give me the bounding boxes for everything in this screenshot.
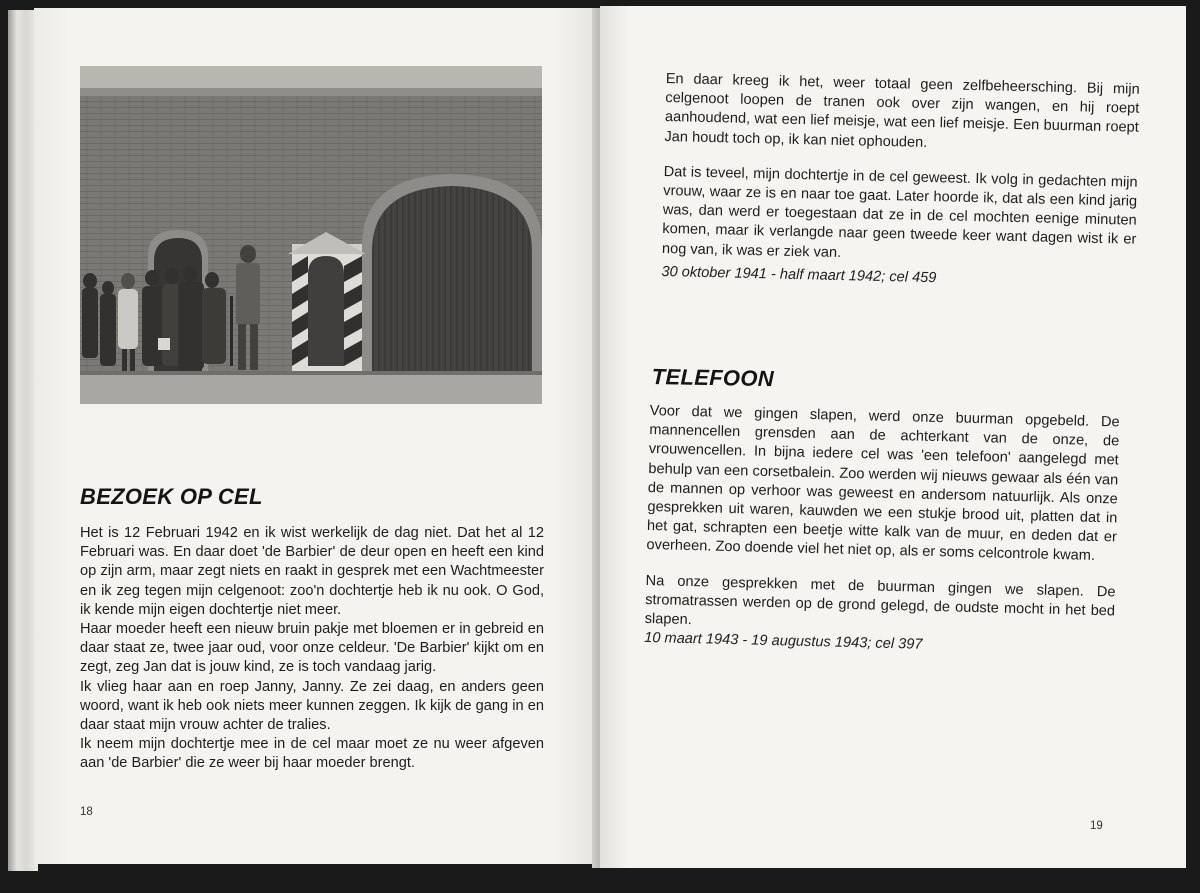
paragraph: Het is 12 Februari 1942 en ik wist werkelijk de dag niet. Dat het al 12 Februari was. En daar doet 'de Barbier' de deur open en heeft een kind op zijn arm, maar zegt niets en raakt in gesprek met een Wachtmeester en ik zeg tegen mijn celgenoot: zoo'n dochtertje heb ik nu ook. O God, ik kende mijn eigen dochtertje niet meer. <box>80 525 544 618</box>
date-signature: 30 oktober 1941 - half maart 1942; cel 459 <box>661 263 937 287</box>
paragraph: Ik neem mijn dochtertje mee in de cel maar moet ze nu weer afgeven aan 'de Barbier' die ze weer bij haar moeder brengt. <box>80 736 544 772</box>
paragraph: Haar moeder heeft een nieuw bruin pakje met bloemen er in gebreid en daar staat ze, twee jaar oud, voor onze celdeur. 'De Barbier' kijkt om en zegt, zeg Jan dat is jouw kind, ze is toch vandaag jarig. <box>80 621 544 676</box>
left-page <box>34 8 600 864</box>
right-page <box>600 6 1186 868</box>
date-signature: 10 maart 1943 - 19 augustus 1943; cel 397 <box>644 630 923 653</box>
paragraph: Ik vlieg haar aan en roep Janny, Janny. Ze zei daag, en anders geen woord, want ik heb ook niets meer kunnen zeggen. Ik kijk de gang in en daar staat mijn vrouw achter de tralies. <box>80 678 544 734</box>
section-body <box>644 402 1120 660</box>
section-body <box>80 524 544 774</box>
paragraph: Voor dat we gingen slapen, werd onze buurman opgebeld. De mannencellen grensden aan de achterkant van de onze, de vrouwencellen. In bijna iedere cel was 'een telefoon' aangelegd met behulp van een corsetbalein. Zoo werden wij nieuws gewaar als één van de mannen op verhoor was geweest en andersom natuurlijk. Als onze gesprekken uit waren, kauwden we een stukje brood uit, platten dat in het gat, schrapten een beetje witte kalk van de muur, en deden dat er overheen. Zoo doende viel het niet op, als er soms celcontrole kwam. <box>646 402 1120 565</box>
paragraph: En daar kreeg ik het, weer totaal geen zelfbeheersching. Bij mijn celgenoot loopen de tranen ook over zijn wangen, en hij roept aanhoudend, wat een lief meisje, wat een lief meisje. Een buurman roept Jan houdt toch op, ik kan niet ophouden. <box>664 70 1140 151</box>
prison-gate-photo <box>80 66 542 404</box>
page-number: 18 <box>80 806 93 818</box>
intro-body <box>661 70 1140 293</box>
paragraph: Na onze gesprekken met de buurman gingen we slapen. De stromatrassen werden op de grond gelegd, de oudste mocht in het bed slapen. <box>644 572 1116 629</box>
paragraph: Dat is teveel, mijn dochtertje in de cel geweest. Ik volg in gedachten mijn vrouw, waar ze is en naar toe gaat. Later hoorde ik, dat als een kind jarig was, dan werd er toegestaan dat ze in de cel mochten eenige minuten komen, maar ik verlangde naar geen tweede keer want dagen wist ik er nog van, ik was er ziek van. <box>661 163 1138 261</box>
section-heading: TELEFOON <box>651 364 775 392</box>
page-number: 19 <box>1090 820 1103 832</box>
section-heading: BEZOEK OP CEL <box>80 484 263 509</box>
